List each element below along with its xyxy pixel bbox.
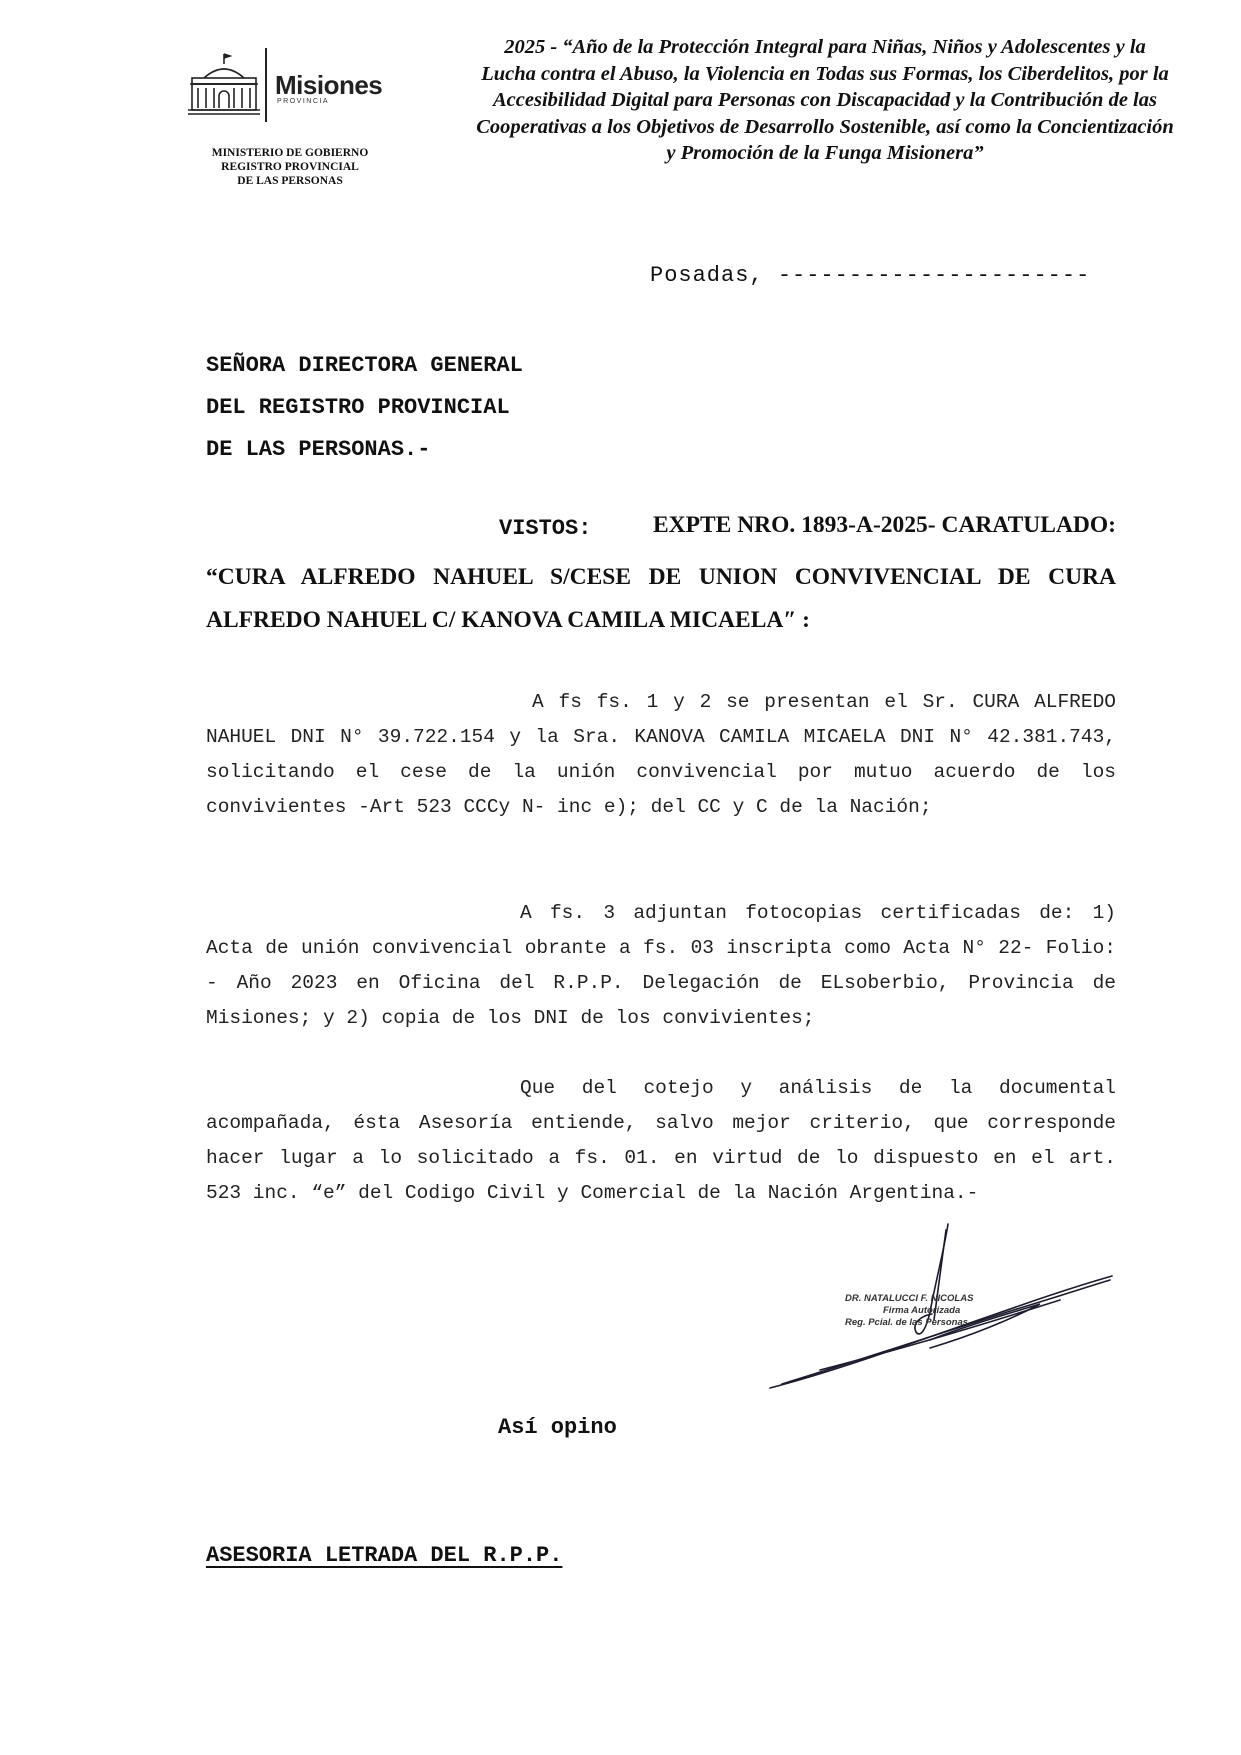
paragraph-presentation: A fs fs. 1 y 2 se presentan el Sr. CURA ALFREDO NAHUEL DNI N° 39.722.154 y la Sra. KANOVA CAMILA MICAELA DNI N° 42.381.743, solicitando el cese de la unión convivencial por mutuo acuerdo de los convivientes -Art 523 CCCy N- inc e); del CC y C de la Nación; <box>206 691 1116 818</box>
case-title: “CURA ALFREDO NAHUEL S/CESE DE UNION CONVIVENCIAL DE CURA ALFREDO NAHUEL C/ KANOVA CAMILA MICAELA″ : <box>206 564 1116 633</box>
stamp-line: Firma Autorizada <box>883 1305 961 1316</box>
stamp-line: Reg. Pcial. de las Personas <box>845 1317 969 1328</box>
ministry-line: DE LAS PERSONAS <box>237 175 343 187</box>
place-date: Posadas, ---------------------- <box>650 263 1091 288</box>
motto-line: y Promoción de la Funga Misionera” <box>666 142 984 164</box>
year-motto <box>455 34 1195 167</box>
logo-name: Misiones <box>275 70 383 100</box>
signature-stamp <box>845 1293 973 1329</box>
government-house-icon <box>186 46 266 126</box>
signatory-office: ASESORIA LETRADA DEL R.P.P. <box>206 1543 563 1568</box>
addressee-line: DE LAS PERSONAS.- <box>206 437 431 462</box>
ministry-line: MINISTERIO DE GOBIERNO <box>211 147 369 159</box>
ministry-line: REGISTRO PROVINCIAL <box>221 161 359 173</box>
addressee <box>206 345 523 471</box>
paragraph-opinion: Que del cotejo y análisis de la documental acompañada, ésta Asesoría entiende, salvo mejor criterio, que corresponde hacer lugar a lo solicitado a fs. 01. en virtud de lo dispuesto en el art. 523 inc. “e” del Codigo Civil y Comercial de la Nación Argentina.- <box>206 1077 1116 1204</box>
expediente-number: EXPTE NRO. 1893-A-2025- CARATULADO: <box>652 512 1116 538</box>
motto-line: 2025 - “Año de la Protección Integral para Niñas, Niños y Adolescentes y la <box>504 36 1146 58</box>
logo-divider <box>265 48 267 122</box>
stamp-line: DR. NATALUCCI F. NICOLAS <box>845 1293 974 1304</box>
paragraph-attachments: A fs. 3 adjuntan fotocopias certificadas de: 1) Acta de unión convivencial obrante a fs. 03 inscripta como Acta N° 22- Folio: - Año 2023 en Oficina del R.P.P. Delegación de ELsoberbio, Provincia de Misiones; y 2) copia de los DNI de los convivientes; <box>206 902 1116 1029</box>
vistos-label: VISTOS: <box>499 516 592 541</box>
motto-line: Accesibilidad Digital para Personas con Discapacidad y la Contribución de las <box>493 89 1157 111</box>
logo-subtitle: PROVINCIA <box>277 98 330 105</box>
addressee-line: SEÑORA DIRECTORA GENERAL <box>206 353 523 378</box>
motto-line: Lucha contra el Abuso, la Violencia en Todas sus Formas, los Ciberdelitos, por la <box>481 62 1169 85</box>
motto-line: Cooperativas a los Objetivos de Desarrollo Sostenible, así como la Concientización <box>476 115 1174 138</box>
ministry-heading <box>190 146 390 188</box>
addressee-line: DEL REGISTRO PROVINCIAL <box>206 395 510 420</box>
closing-phrase: Así opino <box>498 1415 617 1440</box>
